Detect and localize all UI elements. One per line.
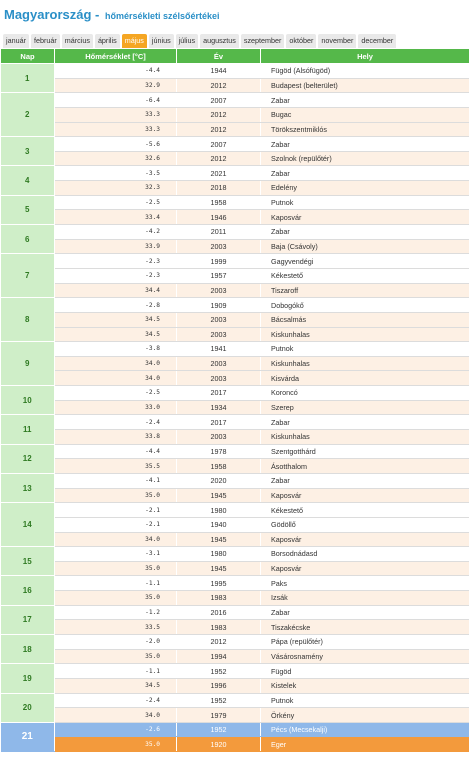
header-temperature[interactable]: Hőmérséklet [°C] bbox=[55, 49, 177, 64]
place-cell: Kiskunhalas bbox=[261, 356, 469, 371]
year-cell: 2012 bbox=[177, 78, 261, 93]
temperature-cell: 33.9 bbox=[55, 239, 177, 254]
temperature-cell: -2.4 bbox=[55, 415, 177, 430]
year-cell: 2012 bbox=[177, 107, 261, 122]
place-cell: Szerep bbox=[261, 400, 469, 415]
temperature-cell: 33.4 bbox=[55, 210, 177, 225]
year-cell: 2003 bbox=[177, 283, 261, 298]
place-cell: Zabar bbox=[261, 137, 469, 152]
place-cell: Borsodnádasd bbox=[261, 547, 469, 562]
place-cell: Putnok bbox=[261, 693, 469, 708]
table-row bbox=[1, 503, 469, 518]
tab-month[interactable]: október bbox=[286, 34, 316, 48]
day-cell: 1 bbox=[1, 64, 55, 93]
year-cell: 2003 bbox=[177, 356, 261, 371]
place-cell: Edelény bbox=[261, 181, 469, 196]
table-row bbox=[1, 459, 469, 474]
temperature-cell: 33.8 bbox=[55, 430, 177, 445]
table-row bbox=[1, 473, 469, 488]
temperature-cell: 35.0 bbox=[55, 488, 177, 503]
table-row bbox=[1, 517, 469, 532]
day-cell: 11 bbox=[1, 415, 55, 444]
day-cell: 10 bbox=[1, 386, 55, 415]
year-cell: 1945 bbox=[177, 532, 261, 547]
table-row bbox=[1, 430, 469, 445]
place-cell: Eger bbox=[261, 737, 469, 752]
temperature-cell: -4.2 bbox=[55, 225, 177, 240]
table-row bbox=[1, 225, 469, 240]
temperature-cell: 34.4 bbox=[55, 283, 177, 298]
temperature-cell: 34.5 bbox=[55, 312, 177, 327]
table-row bbox=[1, 415, 469, 430]
place-cell: Kiskunhalas bbox=[261, 430, 469, 445]
temperature-cell: -2.5 bbox=[55, 386, 177, 401]
temperature-cell: 34.0 bbox=[55, 708, 177, 723]
table-row bbox=[1, 605, 469, 620]
table-row bbox=[1, 649, 469, 664]
table-row bbox=[1, 722, 469, 737]
table-row bbox=[1, 283, 469, 298]
place-cell: Paks bbox=[261, 576, 469, 591]
year-cell: 2003 bbox=[177, 312, 261, 327]
month-tabs bbox=[0, 26, 469, 48]
table-row bbox=[1, 78, 469, 93]
place-cell: Bugac bbox=[261, 107, 469, 122]
year-cell: 2018 bbox=[177, 181, 261, 196]
table-row bbox=[1, 561, 469, 576]
year-cell: 1945 bbox=[177, 488, 261, 503]
place-cell: Kaposvár bbox=[261, 210, 469, 225]
tab-month[interactable]: július bbox=[176, 34, 198, 48]
place-cell: Kaposvár bbox=[261, 561, 469, 576]
tab-month[interactable]: január bbox=[3, 34, 29, 48]
place-cell: Tiszaroff bbox=[261, 283, 469, 298]
year-cell: 1941 bbox=[177, 342, 261, 357]
place-cell: Zabar bbox=[261, 473, 469, 488]
tab-month[interactable]: április bbox=[95, 34, 120, 48]
place-cell: Budapest (belterület) bbox=[261, 78, 469, 93]
temperature-cell: 34.0 bbox=[55, 532, 177, 547]
extremes-table bbox=[0, 48, 469, 752]
table-row bbox=[1, 693, 469, 708]
year-cell: 1978 bbox=[177, 444, 261, 459]
place-cell: Törökszentmiklós bbox=[261, 122, 469, 137]
header-year[interactable]: Év bbox=[177, 49, 261, 64]
place-cell: Zabar bbox=[261, 605, 469, 620]
year-cell: 1979 bbox=[177, 708, 261, 723]
table-row bbox=[1, 576, 469, 591]
temperature-cell: -2.3 bbox=[55, 268, 177, 283]
year-cell: 1909 bbox=[177, 298, 261, 313]
table-row bbox=[1, 371, 469, 386]
place-cell: Kisvárda bbox=[261, 371, 469, 386]
year-cell: 2007 bbox=[177, 137, 261, 152]
place-cell: Kaposvár bbox=[261, 532, 469, 547]
day-cell: 2 bbox=[1, 93, 55, 137]
place-cell: Vásárosnamény bbox=[261, 649, 469, 664]
place-cell: Kékestető bbox=[261, 268, 469, 283]
year-cell: 2012 bbox=[177, 634, 261, 649]
tab-month[interactable]: december bbox=[358, 34, 396, 48]
header-place[interactable]: Hely bbox=[261, 49, 469, 64]
table-row bbox=[1, 737, 469, 752]
table-row bbox=[1, 591, 469, 606]
table-row bbox=[1, 532, 469, 547]
year-cell: 2021 bbox=[177, 166, 261, 181]
place-cell: Tiszakécske bbox=[261, 620, 469, 635]
table-row bbox=[1, 488, 469, 503]
day-cell: 17 bbox=[1, 605, 55, 634]
day-cell: 7 bbox=[1, 254, 55, 298]
table-row bbox=[1, 93, 469, 108]
tab-month[interactable]: november bbox=[318, 34, 356, 48]
table-row bbox=[1, 312, 469, 327]
year-cell: 1958 bbox=[177, 195, 261, 210]
table-row bbox=[1, 708, 469, 723]
table-row bbox=[1, 122, 469, 137]
table-row bbox=[1, 151, 469, 166]
place-cell: Szentgotthárd bbox=[261, 444, 469, 459]
temperature-cell: 35.0 bbox=[55, 561, 177, 576]
year-cell: 1980 bbox=[177, 547, 261, 562]
day-cell: 15 bbox=[1, 547, 55, 576]
year-cell: 1920 bbox=[177, 737, 261, 752]
table-row bbox=[1, 268, 469, 283]
tab-month[interactable]: március bbox=[62, 34, 93, 48]
temperature-cell: 35.0 bbox=[55, 737, 177, 752]
year-cell: 2003 bbox=[177, 430, 261, 445]
place-cell: Kiskunhalas bbox=[261, 327, 469, 342]
temperature-cell: -1.1 bbox=[55, 576, 177, 591]
temperature-cell: 34.0 bbox=[55, 371, 177, 386]
tab-month[interactable]: augusztus bbox=[200, 34, 239, 48]
place-cell: Kaposvár bbox=[261, 488, 469, 503]
temperature-cell: -2.5 bbox=[55, 195, 177, 210]
temperature-cell: 35.0 bbox=[55, 591, 177, 606]
year-cell: 1952 bbox=[177, 722, 261, 737]
year-cell: 1952 bbox=[177, 693, 261, 708]
temperature-cell: -5.6 bbox=[55, 137, 177, 152]
year-cell: 1994 bbox=[177, 649, 261, 664]
year-cell: 1980 bbox=[177, 503, 261, 518]
tab-month[interactable]: június bbox=[149, 34, 174, 48]
place-cell: Izsák bbox=[261, 591, 469, 606]
place-cell: Ásotthalom bbox=[261, 459, 469, 474]
table-row bbox=[1, 64, 469, 79]
table-row bbox=[1, 400, 469, 415]
place-cell: Fügöd bbox=[261, 664, 469, 679]
day-cell: 6 bbox=[1, 225, 55, 254]
table-row bbox=[1, 664, 469, 679]
year-cell: 2020 bbox=[177, 473, 261, 488]
day-cell: 8 bbox=[1, 298, 55, 342]
temperature-cell: 33.0 bbox=[55, 400, 177, 415]
year-cell: 1996 bbox=[177, 678, 261, 693]
year-cell: 1945 bbox=[177, 561, 261, 576]
page-subtitle: hőmérsékleti szélsőértékei bbox=[105, 11, 220, 21]
place-cell: Kékestető bbox=[261, 503, 469, 518]
day-cell: 21 bbox=[1, 722, 55, 751]
place-cell: Baja (Csávoly) bbox=[261, 239, 469, 254]
place-cell: Zabar bbox=[261, 166, 469, 181]
table-row bbox=[1, 254, 469, 269]
day-cell: 4 bbox=[1, 166, 55, 195]
table-row bbox=[1, 181, 469, 196]
year-cell: 1983 bbox=[177, 591, 261, 606]
temperature-cell: 33.3 bbox=[55, 122, 177, 137]
year-cell: 2007 bbox=[177, 93, 261, 108]
temperature-cell: -4.4 bbox=[55, 64, 177, 79]
day-cell: 3 bbox=[1, 137, 55, 166]
year-cell: 1958 bbox=[177, 459, 261, 474]
place-cell: Gödöllő bbox=[261, 517, 469, 532]
table-row bbox=[1, 210, 469, 225]
temperature-cell: -3.5 bbox=[55, 166, 177, 181]
place-cell: Pécs (Mecsekalji) bbox=[261, 722, 469, 737]
table-row bbox=[1, 634, 469, 649]
temperature-cell: 34.5 bbox=[55, 678, 177, 693]
temperature-cell: -2.1 bbox=[55, 517, 177, 532]
temperature-cell: -2.4 bbox=[55, 693, 177, 708]
table-row bbox=[1, 298, 469, 313]
place-cell: Kistelek bbox=[261, 678, 469, 693]
table-row bbox=[1, 166, 469, 181]
place-cell: Örkény bbox=[261, 708, 469, 723]
year-cell: 1944 bbox=[177, 64, 261, 79]
temperature-cell: 33.5 bbox=[55, 620, 177, 635]
temperature-cell: 32.3 bbox=[55, 181, 177, 196]
year-cell: 2016 bbox=[177, 605, 261, 620]
day-cell: 20 bbox=[1, 693, 55, 722]
day-cell: 13 bbox=[1, 473, 55, 502]
temperature-cell: 34.0 bbox=[55, 356, 177, 371]
temperature-cell: -3.1 bbox=[55, 547, 177, 562]
tab-month[interactable]: május bbox=[122, 34, 147, 48]
day-cell: 12 bbox=[1, 444, 55, 473]
temperature-cell: -4.4 bbox=[55, 444, 177, 459]
year-cell: 2017 bbox=[177, 386, 261, 401]
year-cell: 1995 bbox=[177, 576, 261, 591]
day-cell: 14 bbox=[1, 503, 55, 547]
year-cell: 2003 bbox=[177, 239, 261, 254]
place-cell: Dobogókő bbox=[261, 298, 469, 313]
place-cell: Zabar bbox=[261, 93, 469, 108]
temperature-cell: 32.9 bbox=[55, 78, 177, 93]
year-cell: 2012 bbox=[177, 151, 261, 166]
temperature-cell: -1.1 bbox=[55, 664, 177, 679]
temperature-cell: -2.3 bbox=[55, 254, 177, 269]
table-row bbox=[1, 107, 469, 122]
year-cell: 2011 bbox=[177, 225, 261, 240]
day-cell: 5 bbox=[1, 195, 55, 224]
tab-month[interactable]: szeptember bbox=[241, 34, 285, 48]
place-cell: Zabar bbox=[261, 415, 469, 430]
day-cell: 19 bbox=[1, 664, 55, 693]
year-cell: 2012 bbox=[177, 122, 261, 137]
table-row bbox=[1, 239, 469, 254]
temperature-cell: -6.4 bbox=[55, 93, 177, 108]
temperature-cell: -2.0 bbox=[55, 634, 177, 649]
place-cell: Putnok bbox=[261, 195, 469, 210]
place-cell: Gagyvendégi bbox=[261, 254, 469, 269]
place-cell: Szolnok (repülőtér) bbox=[261, 151, 469, 166]
table-row bbox=[1, 678, 469, 693]
temperature-cell: 35.0 bbox=[55, 649, 177, 664]
temperature-cell: -2.8 bbox=[55, 298, 177, 313]
year-cell: 1934 bbox=[177, 400, 261, 415]
header-day[interactable]: Nap bbox=[1, 49, 55, 64]
table-row bbox=[1, 137, 469, 152]
year-cell: 1952 bbox=[177, 664, 261, 679]
place-cell: Putnok bbox=[261, 342, 469, 357]
place-cell: Fügöd (Alsófügöd) bbox=[261, 64, 469, 79]
temperature-cell: 32.6 bbox=[55, 151, 177, 166]
temperature-cell: 33.3 bbox=[55, 107, 177, 122]
place-cell: Pápa (repülőtér) bbox=[261, 634, 469, 649]
table-row bbox=[1, 444, 469, 459]
year-cell: 2017 bbox=[177, 415, 261, 430]
page-title bbox=[0, 0, 469, 26]
day-cell: 9 bbox=[1, 342, 55, 386]
table-row bbox=[1, 356, 469, 371]
page-title-text: Magyarország - bbox=[4, 7, 100, 22]
temperature-cell: -2.6 bbox=[55, 722, 177, 737]
table-row bbox=[1, 620, 469, 635]
temperature-cell: 34.5 bbox=[55, 327, 177, 342]
year-cell: 1983 bbox=[177, 620, 261, 635]
temperature-cell: -2.1 bbox=[55, 503, 177, 518]
table-row bbox=[1, 195, 469, 210]
temperature-cell: 35.5 bbox=[55, 459, 177, 474]
table-row bbox=[1, 547, 469, 562]
year-cell: 1957 bbox=[177, 268, 261, 283]
table-header-row bbox=[1, 49, 469, 64]
temperature-cell: -1.2 bbox=[55, 605, 177, 620]
year-cell: 2003 bbox=[177, 327, 261, 342]
year-cell: 1946 bbox=[177, 210, 261, 225]
temperature-cell: -3.8 bbox=[55, 342, 177, 357]
tab-month[interactable]: február bbox=[31, 34, 60, 48]
year-cell: 2003 bbox=[177, 371, 261, 386]
year-cell: 1940 bbox=[177, 517, 261, 532]
day-cell: 16 bbox=[1, 576, 55, 605]
table-row bbox=[1, 386, 469, 401]
year-cell: 1999 bbox=[177, 254, 261, 269]
place-cell: Koroncó bbox=[261, 386, 469, 401]
table-row bbox=[1, 342, 469, 357]
table-row bbox=[1, 327, 469, 342]
place-cell: Bácsalmás bbox=[261, 312, 469, 327]
temperature-cell: -4.1 bbox=[55, 473, 177, 488]
day-cell: 18 bbox=[1, 634, 55, 663]
place-cell: Zabar bbox=[261, 225, 469, 240]
